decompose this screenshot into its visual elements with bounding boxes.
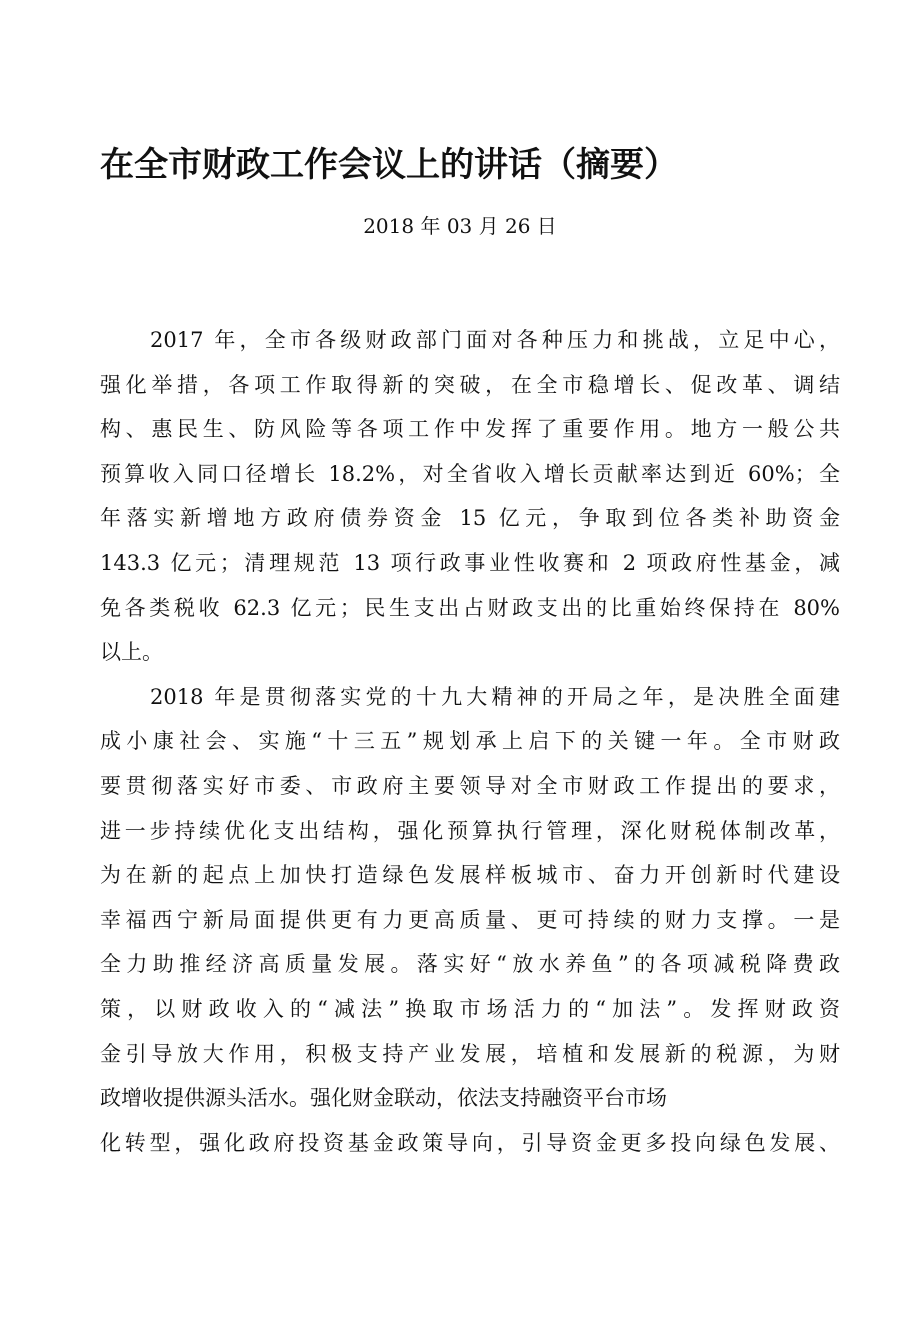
paragraph-2-line-6: 幸福西宁新局面提供更有力更高质量、更可持续的财力支撑。一是 [100, 907, 840, 932]
paragraph-2-line-9: 金引导放大作用，积极支持产业发展，培植和发展新的税源，为财 [100, 1041, 840, 1066]
paragraph-1-line-4: 预算收入同口径增长 18.2%，对全省收入增长贡献率达到近 60%；全 [100, 461, 840, 486]
paragraph-2-line-5: 为在新的起点上加快打造绿色发展样板城市、奋力开创新时代建设 [100, 863, 840, 888]
paragraph-1-line-8: 以上。 [100, 640, 163, 665]
paragraph-2-line-1: 2018 年是贯彻落实党的十九大精神的开局之年，是决胜全面建 [150, 684, 840, 709]
paragraph-1-line-7: 免各类税收 62.3 亿元；民生支出占财政支出的比重始终保持在 80% [100, 595, 840, 620]
paragraph-1-line-2: 强化举措，各项工作取得新的突破，在全市稳增长、促改革、调结 [100, 372, 840, 397]
document-title: 在全市财政工作会议上的讲话（摘要） [100, 145, 678, 185]
paragraph-1-line-3: 构、惠民生、防风险等各项工作中发挥了重要作用。地方一般公共 [100, 417, 840, 442]
paragraph-2-line-3: 要贯彻落实好市委、市政府主要领导对全市财政工作提出的要求， [100, 773, 840, 798]
paragraph-2-line-7: 全力助推经济高质量发展。落实好“放水养鱼”的各项减税降费政 [100, 952, 840, 977]
paragraph-1-line-5: 年落实新增地方政府债券资金 15 亿元，争取到位各类补助资金 [100, 506, 840, 531]
paragraph-2-line-11: 化转型，强化政府投资基金政策导向，引导资金更多投向绿色发展、 [100, 1130, 840, 1155]
paragraph-2-line-8: 策，以财政收入的“减法”换取市场活力的“加法”。发挥财政资 [100, 996, 840, 1021]
paragraph-2-line-10: 政增收提供源头活水。强化财金联动，依法支持融资平台市场 [100, 1086, 667, 1111]
paragraph-2-line-4: 进一步持续优化支出结构，强化预算执行管理，深化财税体制改革， [100, 818, 840, 843]
paragraph-1-line-1: 2017 年，全市各级财政部门面对各种压力和挑战，立足中心， [150, 328, 840, 352]
document-date: 2018 年 03 月 26 日 [363, 214, 557, 238]
paragraph-2-line-2: 成小康社会、实施“十三五”规划承上启下的关键一年。全市财政 [100, 729, 840, 754]
document-body [100, 318, 840, 1165]
paragraph-1-line-6: 143.3 亿元；清理规范 13 项行政事业性收赛和 2 项政府性基金，减 [100, 550, 840, 575]
